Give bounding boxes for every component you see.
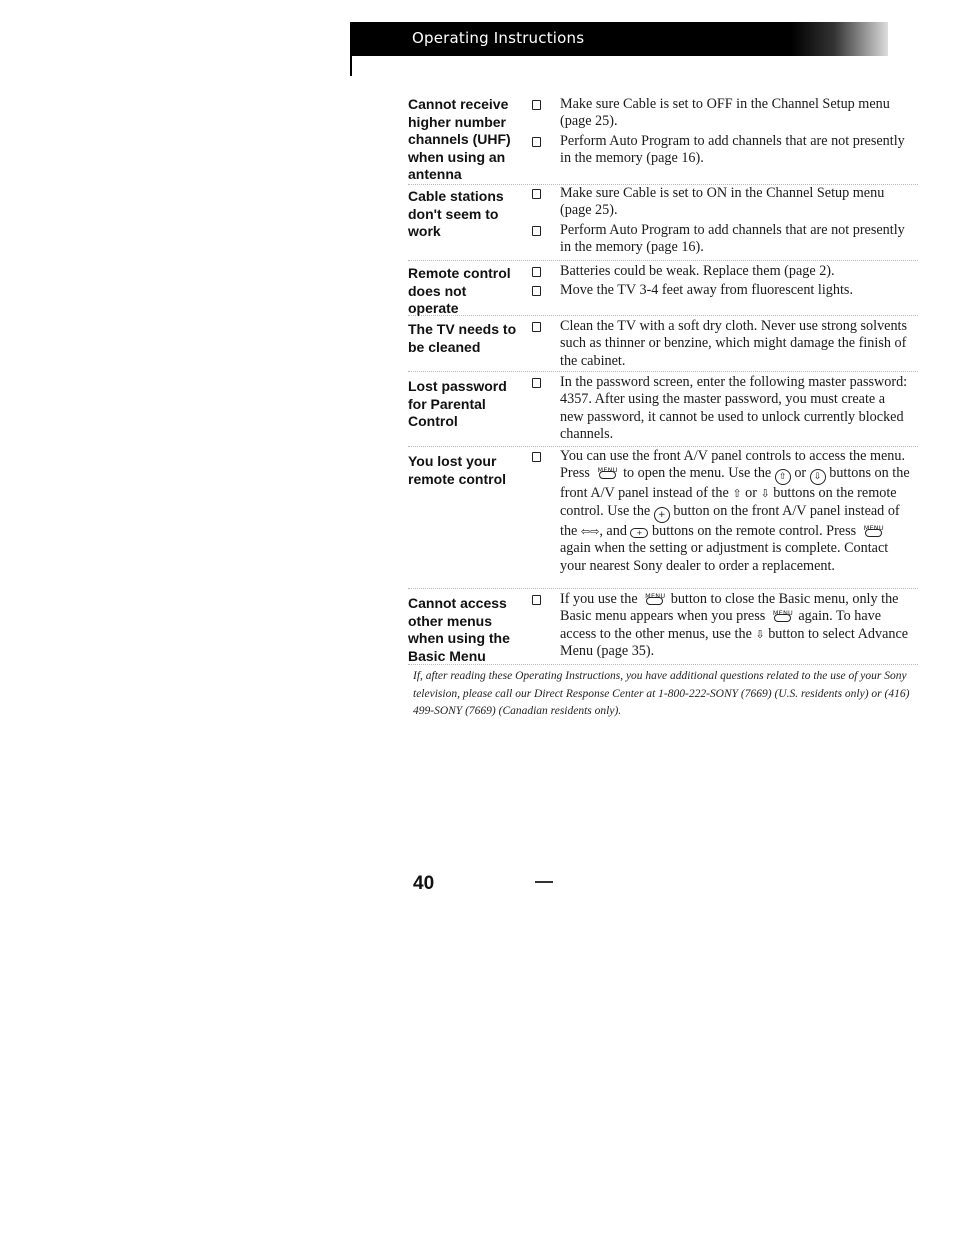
circle-plus-icon: + <box>654 507 670 523</box>
solution-text: button to close the Basic menu, only the Basic menu appears when you press <box>560 591 899 625</box>
solution-text: buttons on the remote control. Use the <box>560 485 897 519</box>
trouble-row <box>408 260 918 316</box>
solution-item <box>530 222 912 257</box>
solution-text: In the password screen, enter the following master password: 4357. After using the master password, you must create a new password, it cannot be used to unlock currently blocked channels. <box>560 374 908 443</box>
solution-text: again. To have access to the other menus, use the <box>560 608 882 642</box>
solution-item <box>530 133 912 168</box>
menu-label: MENU <box>597 466 618 475</box>
header-tick <box>350 56 352 76</box>
checkbox-bullet-icon <box>532 378 541 388</box>
up-arrow-icon: ⇧ <box>732 487 742 501</box>
problem-label: The TV needs to be cleaned <box>408 321 517 355</box>
page-dash <box>535 881 553 883</box>
problem-label: Lost password for Parental Control <box>408 378 507 429</box>
solution-text: You can use the front A/V panel controls to access the menu. Press <box>560 448 906 482</box>
checkbox-bullet-icon <box>532 452 541 462</box>
circle-down-icon: ⇩ <box>810 469 826 485</box>
solution-text: Perform Auto Program to add channels that are not presently in the memory (page 16). <box>560 132 905 167</box>
header-title: Operating Instructions <box>412 29 585 47</box>
solution-item <box>530 591 912 661</box>
solution-item <box>530 374 912 444</box>
solution-item <box>530 282 912 299</box>
checkbox-bullet-icon <box>532 226 541 236</box>
solution-text: If you use the <box>560 591 638 607</box>
menu-button-icon <box>643 591 665 605</box>
solution-text: or <box>745 485 757 502</box>
solution-text: Make sure Cable is set to OFF in the Channel Setup menu (page 25). <box>560 96 890 130</box>
circle-up-icon: ⇧ <box>775 469 791 485</box>
solution-text: buttons on the front A/V panel instead of the <box>560 465 910 502</box>
trouble-row <box>408 371 918 443</box>
problem-label: Cannot access other menus when using the Basic Menu <box>408 595 510 664</box>
solution-item <box>530 96 912 131</box>
problem-label: Cable stations don't seem to work <box>408 188 504 239</box>
page-number: 40 <box>413 873 435 894</box>
menu-button-icon <box>862 523 884 537</box>
footer-divider <box>408 664 918 665</box>
menu-button-icon <box>771 608 793 622</box>
checkbox-bullet-icon <box>532 137 541 147</box>
solution-item <box>530 318 912 370</box>
left-arrow-icon: ⇦ <box>580 524 591 538</box>
menu-label: MENU <box>645 592 666 600</box>
solution-text: Clean the TV with a soft dry cloth. Never use strong solvents such as thinner or benzine, which might damage the finish of the cabinet. <box>560 318 908 369</box>
down-arrow-icon: ⇩ <box>755 627 765 641</box>
trouble-row <box>408 184 918 256</box>
checkbox-bullet-icon <box>532 322 541 332</box>
solution-text: again when the setting or adjustment is complete. Contact your nearest Sony dealer to order a replacement. <box>560 540 889 574</box>
trouble-row <box>408 588 918 664</box>
solution-text: Perform Auto Program to add channels that are not presently in the memory (page 16). <box>560 221 905 256</box>
menu-label: MENU <box>863 523 884 532</box>
solution-text: buttons on the remote control. Press <box>652 522 857 539</box>
solution-item <box>530 448 912 575</box>
checkbox-bullet-icon <box>532 100 541 110</box>
checkbox-bullet-icon <box>532 267 541 277</box>
header-bar <box>350 22 888 56</box>
right-arrow-icon: ⇨ <box>590 524 600 538</box>
trouble-row <box>408 446 918 574</box>
solution-text: Move the TV 3-4 feet away from fluorescent lights. <box>560 282 853 299</box>
solution-text: , and <box>599 522 627 539</box>
solution-text: to open the menu. Use the <box>623 465 772 482</box>
plus-pill-icon: + <box>630 528 648 538</box>
checkbox-bullet-icon <box>532 189 541 199</box>
problem-label: Cannot receive higher number channels (UHF) when using an antenna <box>408 96 511 182</box>
checkbox-bullet-icon <box>532 286 541 296</box>
problem-label: Remote control does not operate <box>408 265 511 316</box>
solution-item <box>530 185 912 220</box>
trouble-row <box>408 315 918 369</box>
solution-text: Batteries could be weak. Replace them (page 2). <box>560 263 835 279</box>
footer-note: If, after reading these Operating Instructions, you have additional questions related to the use of your Sony television, please call our Direct Response Center at 1-800-222-SONY (7669) (U.S. residents only) or (416) 499-SONY (7669) (Canadian residents only). <box>413 670 910 717</box>
checkbox-bullet-icon <box>532 595 541 605</box>
problem-label: You lost your remote control <box>408 453 507 487</box>
menu-label: MENU <box>772 609 793 618</box>
menu-button-icon <box>596 465 618 479</box>
solution-text: or <box>794 465 807 482</box>
down-arrow-icon: ⇩ <box>760 487 770 501</box>
solution-item <box>530 263 912 280</box>
solution-text: button on the front A/V panel instead of the <box>560 502 900 539</box>
solution-text: Make sure Cable is set to ON in the Channel Setup menu (page 25). <box>560 185 885 219</box>
solution-text: button to select Advance Menu (page 35). <box>560 625 909 660</box>
